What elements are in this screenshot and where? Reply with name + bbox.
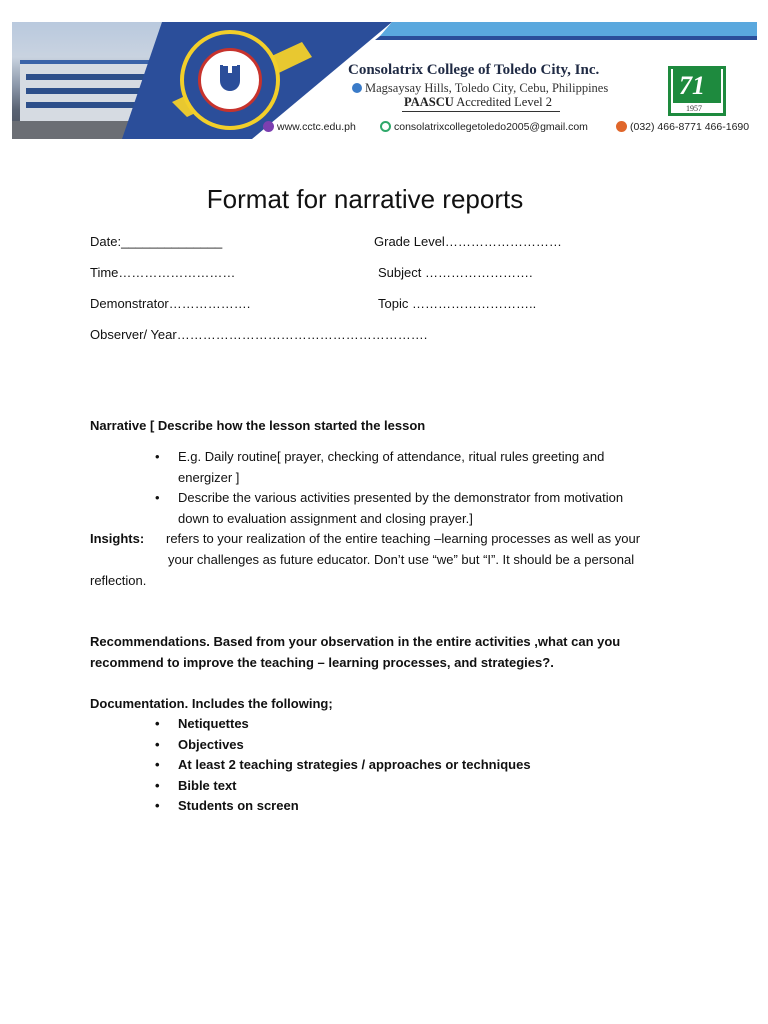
document-title: Format for narrative reports — [206, 184, 524, 214]
globe-icon — [263, 121, 274, 132]
email-icon — [380, 121, 391, 132]
phone-icon — [616, 121, 627, 132]
subject-field: Subject ……………………. — [378, 265, 533, 280]
website-contact[interactable]: www.cctc.edu.ph — [263, 121, 356, 133]
bullet: • — [155, 449, 160, 464]
bullet: • — [155, 490, 160, 505]
bullet: • — [155, 757, 160, 772]
documentation-heading: Documentation. Includes the following; — [90, 696, 333, 711]
demonstrator-field: Demonstrator………………. — [90, 296, 251, 311]
insights-line-2: your challenges as future educator. Don’t use “we” but “I”. It should be a personal — [168, 552, 635, 567]
college-seal — [180, 30, 280, 130]
recommendations-line-1: Recommendations. Based from your observation in the entire activities ,what can you — [90, 634, 621, 649]
documentation-item-1: Netiquettes — [178, 716, 249, 731]
narrative-bullet-1-cont: energizer ] — [178, 470, 240, 485]
grade-level-field: Grade Level……………………… — [374, 234, 562, 249]
documentation-item-3: At least 2 teaching strategies / approaches or techniques — [178, 757, 531, 772]
insights-label: Insights: — [90, 531, 145, 546]
narrative-bullet-2: Describe the various activities presented by the demonstrator from motivation — [178, 490, 624, 505]
bullet: • — [155, 778, 160, 793]
insights-line-1: refers to your realization of the entire teaching –learning processes as well as your — [166, 531, 641, 546]
phone-contact: (032) 466-8771 466-1690 — [616, 121, 749, 133]
narrative-bullet-1: E.g. Daily routine[ prayer, checking of attendance, ritual rules greeting and — [178, 449, 605, 464]
topic-field: Topic ……………………….. — [378, 296, 537, 311]
documentation-item-5: Students on screen — [178, 798, 299, 813]
recommendations-line-2: recommend to improve the teaching – learning processes, and strategies?. — [90, 655, 554, 670]
documentation-item-4: Bible text — [178, 778, 237, 793]
header-banner — [12, 22, 757, 139]
documentation-item-2: Objectives — [178, 737, 244, 752]
anniversary-logo: 71 1957 — [668, 66, 726, 116]
college-address: Magsaysay Hills, Toledo City, Cebu, Philippines — [352, 81, 608, 96]
location-pin-icon — [352, 83, 362, 93]
date-field: Date:______________ — [90, 234, 223, 249]
bullet: • — [155, 737, 160, 752]
bullet: • — [155, 798, 160, 813]
observer-field: Observer/ Year…………………………………………………. — [90, 327, 428, 342]
bullet: • — [155, 716, 160, 731]
time-field: Time……………………… — [90, 265, 236, 280]
email-contact[interactable]: consolatrixcollegetoledo2005@gmail.com — [380, 121, 588, 133]
narrative-bullet-2-cont: down to evaluation assignment and closing prayer.] — [178, 511, 473, 526]
accreditation: PAASCU Accredited Level 2 — [402, 95, 560, 112]
insights-line-3: reflection. — [90, 573, 147, 588]
narrative-heading: Narrative [ Describe how the lesson started the lesson — [90, 418, 426, 433]
college-name: Consolatrix College of Toledo City, Inc. — [348, 62, 600, 78]
